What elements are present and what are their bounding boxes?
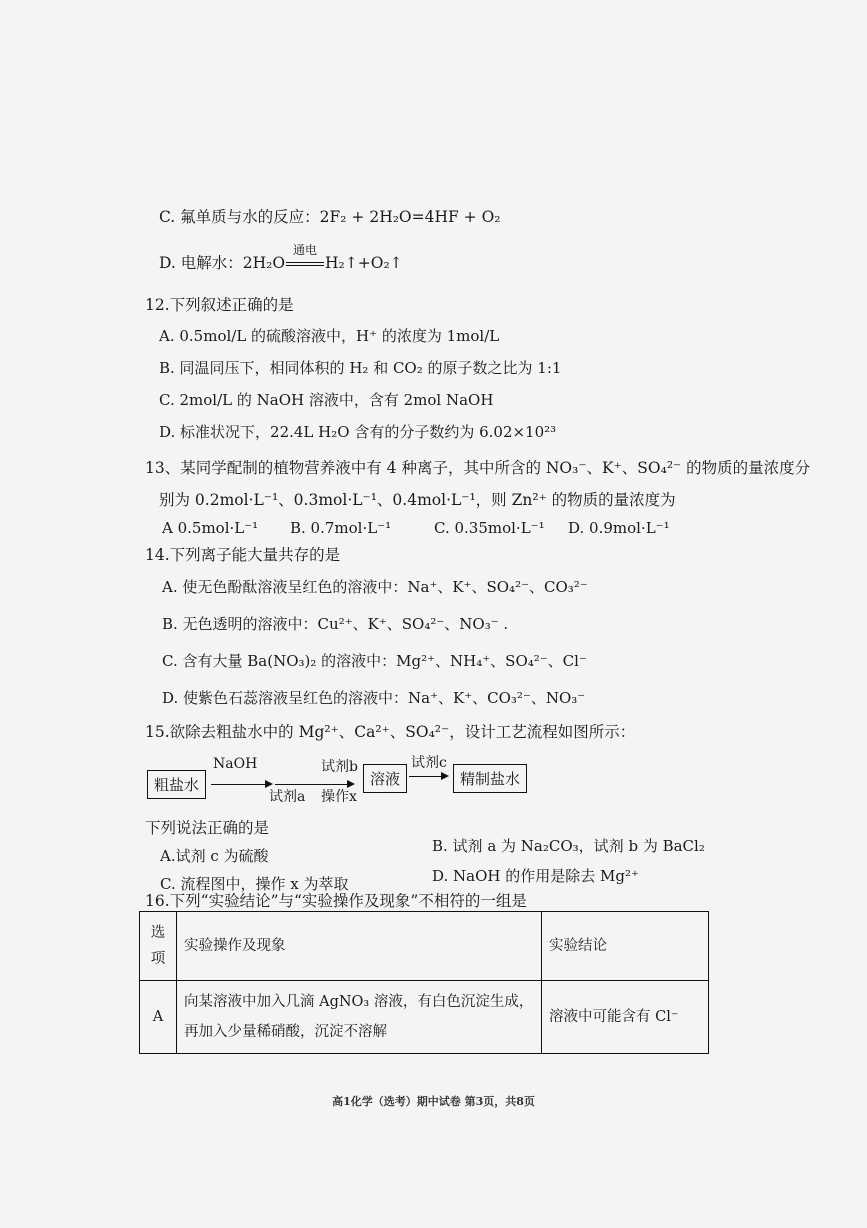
flow-reagent-naoh: NaOH	[213, 756, 258, 772]
q12-option-b: B. 同温同压下，相同体积的 H₂ 和 CO₂ 的原子数之比为 1:1	[159, 359, 562, 377]
process-flowchart	[145, 756, 565, 816]
page-footer: 高1化学（选考）期中试卷 第3页，共8页	[332, 1095, 535, 1108]
q15-sub-stem: 下列说法正确的是	[145, 819, 270, 837]
row-a-option: A	[140, 981, 177, 1054]
q12-option-a: A. 0.5mol/L 的硫酸溶液中，H⁺ 的浓度为 1mol/L	[159, 327, 500, 345]
flow-reagent-a: 试剂a	[269, 789, 306, 805]
header-operation: 实验操作及现象	[177, 912, 542, 981]
q11-option-c: C. 氟单质与水的反应：2F₂ + 2H₂O=4HF + O₂	[159, 208, 501, 226]
q16-table	[139, 911, 709, 1054]
q11-option-d-prefix: D. 电解水：2H₂O	[159, 254, 286, 272]
q14-option-a: A. 使无色酚酞溶液呈红色的溶液中：Na⁺、K⁺、SO₄²⁻、CO₃²⁻	[162, 578, 588, 596]
q12-option-c: C. 2mol/L 的 NaOH 溶液中，含有 2mol NaOH	[159, 391, 494, 409]
q16-stem: 16.下列“实验结论”与“实验操作及现象”不相符的一组是	[145, 892, 527, 910]
q14-option-d: D. 使紫色石蕊溶液呈红色的溶液中：Na⁺、K⁺、CO₃²⁻、NO₃⁻	[162, 689, 586, 707]
q15-option-a: A.试剂 c 为硫酸	[160, 847, 269, 865]
flow-arrow-1	[211, 784, 271, 785]
q14-option-c: C. 含有大量 Ba(NO₃)₂ 的溶液中：Mg²⁺、NH₄⁺、SO₄²⁻、Cl⁻	[162, 652, 587, 670]
flow-box-solution: 溶液	[363, 764, 407, 793]
q12-option-d: D. 标准状况下，22.4L H₂O 含有的分子数约为 6.02×10²³	[159, 423, 557, 441]
q15-option-c: C. 流程图中，操作 x 为萃取	[160, 875, 349, 893]
flow-operation-x: 操作x	[321, 789, 357, 805]
q13-option-d: D. 0.9mol·L⁻¹	[568, 519, 670, 537]
q13-option-c: C. 0.35mol·L⁻¹	[434, 519, 545, 537]
row-a-conclusion: 溶液中可能含有 Cl⁻	[542, 981, 709, 1054]
q13-stem-line1: 13、某同学配制的植物营养液中有 4 种离子，其中所含的 NO₃⁻、K⁺、SO₄²⁻ 的物质的量浓度分	[145, 459, 811, 477]
flow-reagent-b: 试剂b	[321, 759, 358, 775]
q12-stem: 12.下列叙述正确的是	[145, 296, 294, 314]
flow-reagent-c: 试剂c	[411, 755, 447, 771]
reaction-equals	[286, 262, 324, 266]
q15-option-b: B. 试剂 a 为 Na₂CO₃，试剂 b 为 BaCl₂	[432, 837, 705, 855]
q14-stem: 14.下列离子能大量共存的是	[145, 546, 341, 564]
row-a-operation: 向某溶液中加入几滴 AgNO₃ 溶液，有白色沉淀生成，再加入少量稀硝酸，沉淀不溶解	[177, 981, 542, 1054]
flow-box-crude-brine: 粗盐水	[147, 770, 206, 799]
q15-stem: 15.欲除去粗盐水中的 Mg²⁺、Ca²⁺、SO₄²⁻，设计工艺流程如图所示：	[145, 723, 636, 741]
flow-arrow-3	[409, 776, 447, 777]
q15-option-d: D. NaOH 的作用是除去 Mg²⁺	[432, 867, 639, 885]
q11-option-d-suffix: H₂↑+O₂↑	[325, 254, 403, 272]
q14-option-b: B. 无色透明的溶液中：Cu²⁺、K⁺、SO₄²⁻、NO₃⁻ .	[162, 615, 509, 633]
reaction-condition-label: 通电	[293, 243, 318, 257]
header-option: 选项	[140, 912, 177, 981]
table-header-row	[140, 912, 709, 981]
flow-arrow-2	[275, 784, 353, 785]
table-row	[140, 981, 709, 1054]
header-conclusion: 实验结论	[542, 912, 709, 981]
q13-option-a: A 0.5mol·L⁻¹	[162, 519, 259, 537]
reaction-condition	[285, 243, 325, 273]
flow-box-refined-brine: 精制盐水	[453, 764, 527, 793]
q13-stem-line2: 别为 0.2mol·L⁻¹、0.3mol·L⁻¹、0.4mol·L⁻¹，则 Zn²⁺ 的物质的量浓度为	[159, 491, 676, 509]
q11-option-d	[159, 243, 403, 273]
q13-option-b: B. 0.7mol·L⁻¹	[290, 519, 392, 537]
